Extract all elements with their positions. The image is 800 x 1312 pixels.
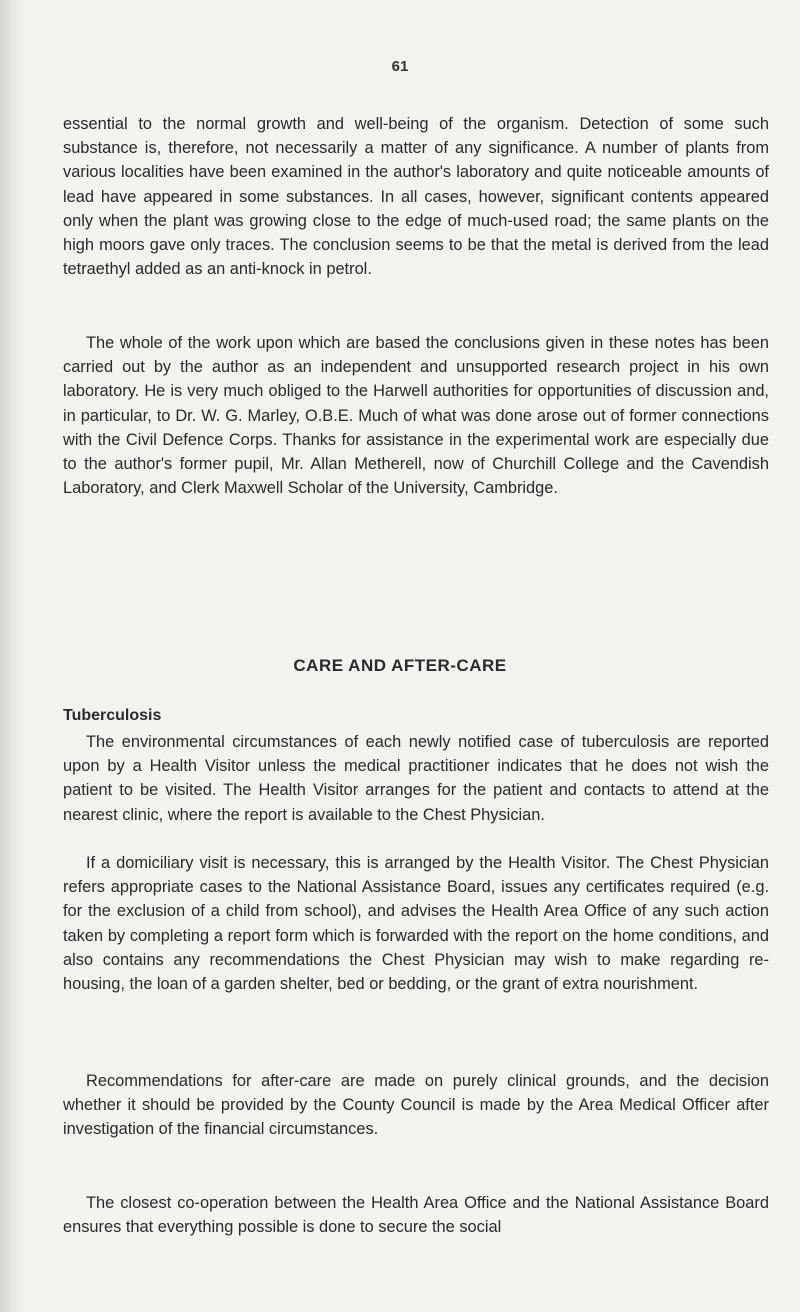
paragraph-after-care-recommendations: Recommendations for after-care are made on purely clinical grounds, and the decision whether it should be provided by the County Council is made by the Area Medical Officer after investigation of the financial circumstances. [63,1072,769,1139]
paragraph-acknowledgements: The whole of the work upon which are based the conclusions given in these notes has been carried out by the author as an independent and unsupported research project in his own laboratory. He is very much obliged to the Harwell authorities for opportunities of discussion and, in particular, to Dr. W. G. Marley, O.B.E. Much of what was done arose out of former connections with the Civil Defence Corps. Thanks for assistance in the experimental work are especially due to the author's former pupil, Mr. Allan Metherell, now of Churchill College and the Cavendish Laboratory, and Clerk Maxwell Scholar of the University, Cambridge. [63,334,769,498]
paragraph-environmental-circumstances: The environmental circumstances of each newly notified case of tuberculosis are reported upon by a Health Visitor unless the medical practitioner indicates that he does not wish the patient to be visited. The Health Visitor arranges for the patient and contacts to attend at the nearest clinic, where the report is available to the Chest Physician. [63,733,769,824]
subsection-heading: Tuberculosis [63,707,162,724]
paragraph-lead-contamination: essential to the normal growth and well-being of the organism. Detection of some such substance is, therefore, not necessarily a matter of any significance. A number of plants from various localities have been examined in the author's laboratory and quite noticeable amounts of lead have appeared in some substances. In all cases, however, significant contents appeared only when the plant was growing close to the edge of much-used road; the same plants on the high moors gave only traces. The conclusion seems to be that the metal is derived from the lead tetraethyl added as an anti-knock in petrol. [63,115,769,279]
page-number: 61 [391,58,409,75]
paragraph-co-operation: The closest co-operation between the Health Area Office and the National Assistance Board ensures that everything possible is done to secure the social [63,1194,769,1237]
section-heading: CARE AND AFTER-CARE [293,656,507,675]
paragraph-domiciliary-visit: If a domiciliary visit is necessary, this is arranged by the Health Visitor. The Chest Physician refers appropriate cases to the National Assistance Board, issues any certificates required (e.g. for the exclusion of a child from school), and advises the Health Area Office of any such action taken by completing a report form which is forwarded with the report on the home conditions, and also contains any recommendations the Chest Physician may wish to make regarding re-housing, the loan of a garden shelter, bed or bedding, or the grant of extra nourishment. [63,854,769,994]
